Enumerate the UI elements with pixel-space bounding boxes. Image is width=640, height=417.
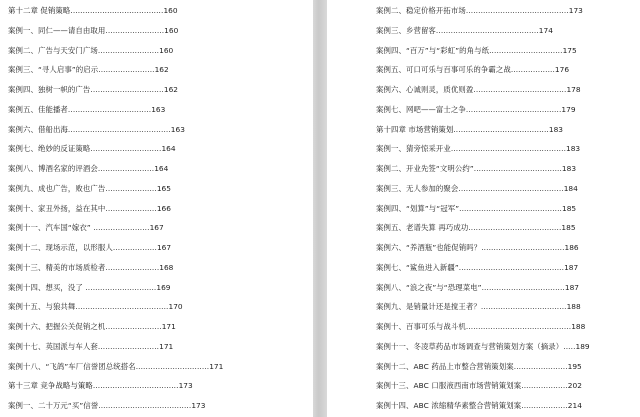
toc-case-entry [8,202,171,216]
toc-entry-title: 案例九、成也广告，败也广告..................... [8,183,157,193]
toc-case-entry [8,24,178,38]
toc-case-entry [8,300,183,314]
toc-entry-page-number: 173 [568,6,583,15]
toc-entry-title: 案例三、“寻人启事”的启示....................... [8,65,155,75]
toc-entry-title: 案例十二、ABC 药品上市整合营销策划案...................... [376,361,568,371]
toc-entry-page-number: 179 [561,104,576,114]
toc-case-entry [376,83,581,97]
toc-entry-page-number: 166 [156,203,171,213]
toc-case-entry [8,63,169,77]
toc-entry-page-number: 184 [563,183,578,193]
toc-chapter-entry [376,123,563,137]
toc-entry-title: 案例六、“养酒瓶”也能促销吗？.................................. [376,243,565,252]
toc-entry-page-number: 163 [170,124,185,134]
toc-entry-title: 案例八、“浪之夜”与“恐理菜电”.................................. [376,282,565,292]
toc-case-entry [8,221,164,235]
toc-entry-title: 案例六、心诚则灵，质优则盈...................................... [376,85,567,94]
toc-case-entry [8,103,165,117]
toc-entry-page-number: 183 [566,144,581,154]
toc-entry-title: 第十四章 市场营销策划....................................... [376,124,549,134]
toc-entry-title: 案例十、家丑外扬，益在其中..................... [8,203,157,213]
toc-chapter-entry [8,379,193,393]
toc-case-entry [8,123,185,137]
toc-entry-page-number: 169 [156,282,171,292]
toc-entry-title: 案例一、同仁——请自由取用........................ [8,25,165,35]
toc-entry-title: 案例五、佳能播者.................................. [8,104,152,114]
toc-entry-title: 案例三、无人参加的聚会........................................... [376,183,564,193]
toc-case-entry [376,320,585,334]
toc-entry-title: 案例十、百事可乐与战斗机........................................... [376,322,572,331]
toc-entry-title: 案例七、网吧——富士之争....................................... [376,104,562,114]
toc-entry-title: 案例十七、英国派与车人套......................... [8,341,160,351]
toc-entry-title: 案例三、乡营留客.......................................... [376,25,539,35]
toc-entry-page-number: 202 [567,381,582,391]
toc-entry-page-number: 171 [161,322,176,331]
toc-entry-page-number: 165 [156,183,171,193]
toc-entry-title: 案例一、二十万元“买”信誉...................................... [8,401,192,410]
toc-entry-page-number: 183 [548,124,563,134]
toc-case-entry [8,340,173,354]
toc-case-entry [376,221,576,235]
toc-case-entry [376,4,583,18]
toc-entry-title: 案例二、广告与天安门广场......................... [8,45,160,55]
toc-entry-page-number: 188 [571,322,586,331]
toc-entry-title: 案例十四、想买，没了 ............................. [8,282,157,292]
toc-entry-title: 案例十八、“飞鸽”车厂信誉团总统搭名.............................. [8,361,210,371]
toc-case-entry [376,379,582,393]
toc-entry-title: 案例九、是销量计还是搅王者？................................... [376,302,567,312]
toc-entry-title: 案例十四、ABC 浓缩精华素整合营销策划案................... [376,401,568,410]
toc-entry-page-number: 187 [564,262,579,272]
toc-entry-title: 案例四、独树一帜的广告.............................. [8,85,164,94]
toc-entry-page-number: 162 [154,65,169,75]
toc-entry-page-number: 167 [149,223,164,233]
toc-entry-title: 案例十二、现场示范，以形服人.................. [8,243,157,252]
toc-entry-page-number: 187 [564,282,579,292]
toc-entry-title: 案例七、绝妙的反证策略............................. [8,144,162,154]
toc-entry-title: 案例十一、冬凌草药品市场调查与营销策划方案（摘录）..... [376,341,576,351]
toc-case-entry [376,103,576,117]
toc-entry-page-number: 173 [178,381,193,391]
toc-entry-page-number: 185 [562,203,577,213]
toc-entry-title: 案例六、借船出海.......................................... [8,124,171,134]
toc-entry-page-number: 168 [159,262,174,272]
toc-case-entry [8,241,171,255]
toc-case-entry [8,142,176,156]
toc-case-entry [8,261,173,275]
toc-case-entry [8,162,168,176]
toc-case-entry [8,320,176,334]
toc-entry-page-number: 185 [561,223,576,233]
toc-entry-page-number: 160 [164,25,179,35]
toc-entry-title: 案例七、“鲨鱼进入新疆”........................................... [376,262,565,272]
toc-entry-title: 案例十三、精美的市场质检者...................... [8,262,160,272]
page-gutter [313,0,327,417]
toc-entry-page-number: 175 [562,45,577,55]
toc-entry-page-number: 160 [163,6,178,15]
toc-entry-page-number: 195 [567,361,582,371]
toc-case-entry [8,83,178,97]
toc-entry-page-number: 160 [159,45,174,55]
toc-case-entry [8,281,171,295]
toc-case-entry [376,399,582,413]
toc-case-entry [376,281,579,295]
toc-entry-page-number: 167 [156,243,172,252]
toc-case-entry [376,340,590,354]
toc-page-left [0,0,313,417]
toc-entry-title: 案例十三、ABC 口服液西南市场营销策划案................... [376,381,568,391]
toc-entry-title: 案例一、猜旁惊采开业............................................... [376,144,567,154]
toc-page-right [327,0,640,417]
toc-entry-page-number: 214 [567,401,582,410]
toc-case-entry [376,162,576,176]
toc-entry-title: 第十三章 竞争战略与策略................................... [8,381,179,391]
toc-entry-page-number: 189 [575,341,590,351]
toc-entry-title: 案例四、“百万”与“彩虹”的角与纸.............................. [376,45,563,55]
toc-chapter-entry [8,4,178,18]
toc-entry-title: 案例八、博酒名家的评酒会....................... [8,164,155,173]
toc-entry-page-number: 176 [554,65,570,75]
toc-entry-title: 案例十五、与狼共舞...................................... [8,302,169,312]
toc-case-entry [8,360,223,374]
toc-case-entry [376,24,553,38]
toc-case-entry [376,44,577,58]
toc-entry-title: 案例十六、把握公关促销之机....................... [8,322,162,331]
toc-entry-page-number: 178 [566,85,581,94]
toc-case-entry [376,142,580,156]
toc-entry-title: 案例五、可口可乐与百事可乐的争霸之战.................. [376,65,555,75]
toc-entry-page-number: 186 [564,243,579,252]
toc-case-entry [8,399,205,413]
toc-case-entry [8,44,173,58]
toc-entry-title: 第十二章 促销策略...................................... [8,6,164,15]
toc-case-entry [376,261,578,275]
toc-entry-page-number: 174 [538,25,553,35]
toc-entry-page-number: 183 [561,164,577,173]
toc-entry-page-number: 164 [154,164,169,173]
toc-case-entry [8,182,171,196]
toc-entry-title: 案例二、开业先签“文明公约”.................................... [376,164,562,173]
toc-case-entry [376,63,569,77]
toc-entry-page-number: 162 [163,85,178,94]
toc-case-entry [376,202,576,216]
toc-case-entry [376,241,579,255]
toc-entry-page-number: 163 [151,104,166,114]
toc-entry-page-number: 171 [209,361,224,371]
toc-entry-page-number: 188 [566,302,581,312]
toc-case-entry [376,300,581,314]
toc-entry-page-number: 164 [161,144,176,154]
toc-entry-title: 案例五、老谱失算 再巧成功...................................... [376,223,562,233]
toc-entry-title: 案例四、“划算”与“冠军”.......................................... [376,203,563,213]
toc-case-entry [376,360,582,374]
toc-case-entry [376,182,578,196]
toc-entry-title: 案例十一、汽车国“嫁衣” ....................... [8,223,150,233]
toc-entry-page-number: 173 [191,401,206,410]
toc-entry-page-number: 170 [168,302,183,312]
toc-entry-title: 案例二、稳定价格开拓市场.......................................... [376,6,569,15]
toc-entry-page-number: 171 [159,341,174,351]
